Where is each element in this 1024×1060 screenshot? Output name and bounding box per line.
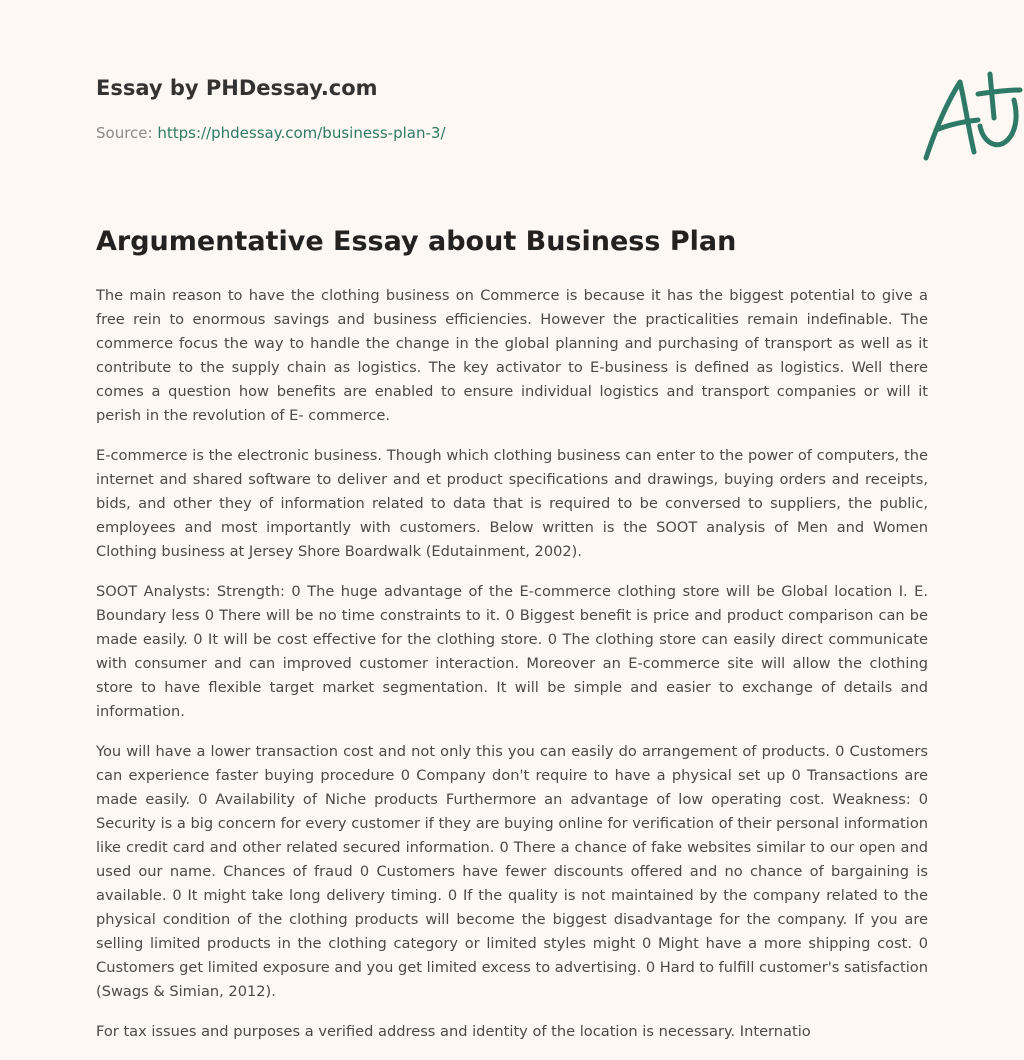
source-link[interactable]: https://phdessay.com/business-plan-3/: [157, 124, 446, 142]
site-brand: Essay by PHDessay.com: [96, 76, 378, 100]
essay-title: Argumentative Essay about Business Plan: [96, 226, 737, 257]
source-label: Source:: [96, 124, 158, 142]
a-plus-logo-icon: [916, 68, 1024, 164]
essay-paragraph: For tax issues and purposes a verified address and identity of the location is necessary. Internatio: [96, 1023, 811, 1040]
essay-paragraph: You will have a lower transaction cost and not only this you can easily do arrangement of products. 0 Customers can experience faster buying procedure 0 Company don't require to have a physical set up 0 Transactions are made easily. 0 Availability of Niche products Furthermore an advantage of low operating cost. Weakness: 0 Security is a big concern for every customer if they are buying online for verification of their personal information like credit card and other related secured information. 0 There a chance of fake websites similar to our open and used our name. Chances of fraud 0 Customers have fewer discounts offered and no chance of bargaining is available. 0 It might take long delivery timing. 0 If the quality is not maintained by the company related to the physical condition of the clothing products will become the biggest disadvantage for the company. If you are selling limited products in the clothing category or limited styles might 0 Might have a more shipping cost. 0 Customers get limited exposure and you get limited excess to advertising. 0 Hard to fulfill customer's satisfaction (Swags & Simian, 2012).: [96, 743, 928, 1000]
essay-paragraph: E-commerce is the electronic business. Though which clothing business can enter to the power of computers, the internet and shared software to deliver and et product specifications and drawings, buying orders and receipts, bids, and other they of information related to data that is required to be conversed to suppliers, the public, employees and most importantly with customers. Below written is the SOOT analysis of Men and Women Clothing business at Jersey Shore Boardwalk (Edutainment, 2002).: [96, 447, 928, 560]
essay-body: [96, 284, 928, 1060]
essay-paragraph: SOOT Analysts: Strength: 0 The huge advantage of the E-commerce clothing store will be Global location I. E. Boundary less 0 There will be no time constraints to it. 0 Biggest benefit is price and product comparison can be made easily. 0 It will be cost effective for the clothing store. 0 The clothing store can easily direct communicate with consumer and can improved customer interaction. Moreover an E-commerce site will allow the clothing store to have flexible target market segmentation. It will be simple and easier to exchange of details and information.: [96, 583, 928, 720]
source-line: [96, 124, 446, 142]
essay-paragraph: The main reason to have the clothing business on Commerce is because it has the biggest potential to give a free rein to enormous savings and business efficiencies. However the practicalities remain indefinable. The commerce focus the way to handle the change in the global planning and purchasing of transport as well as it contribute to the supply chain as logistics. The key activator to E-business is defined as logistics. Well there comes a question how benefits are enabled to ensure individual logistics and transport companies or will it perish in the revolution of E- commerce.: [96, 287, 928, 424]
